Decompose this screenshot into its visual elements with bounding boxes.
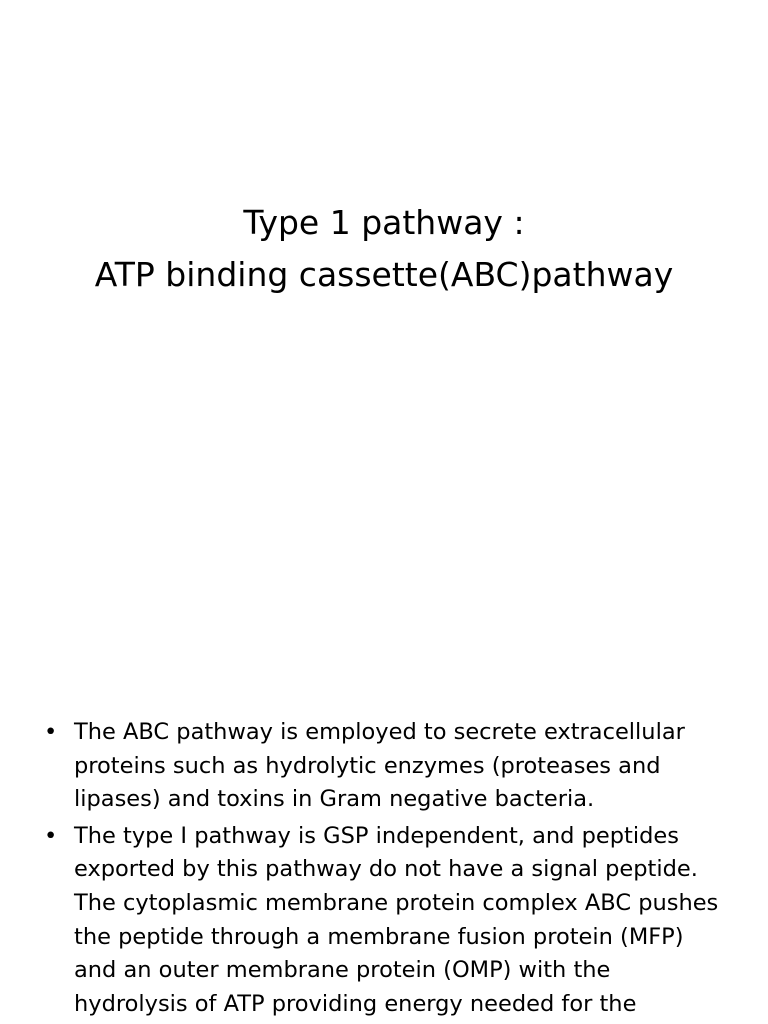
bullet-item-type-i-pathway (44, 820, 744, 1022)
bullet-list (44, 716, 744, 1024)
title-line-1: Type 1 pathway : (243, 203, 525, 242)
bullet-text-line: proteins such as hydrolytic enzymes (proteases and (74, 752, 661, 779)
bullet-marker: • (44, 822, 58, 849)
bullet-item-abc-secretion (44, 716, 744, 817)
bullet-text-line: lipases) and toxins in Gram negative bacteria. (74, 786, 595, 813)
bullet-text-line: exported by this pathway do not have a signal peptide. (74, 856, 698, 883)
slide-title (0, 197, 768, 301)
bullet-text-line: the peptide through a membrane fusion protein (MFP) (74, 923, 684, 950)
bullet-marker: • (44, 719, 58, 745)
bullet-text-line: The ABC pathway is employed to secrete extracellular (74, 719, 685, 745)
bullet-text-line: The type I pathway is GSP independent, and peptides (74, 822, 679, 849)
bullet-text-line: The cytoplasmic membrane protein complex ABC pushes (74, 889, 719, 916)
title-line-2: ATP binding cassette(ABC)pathway (94, 255, 674, 294)
bullet-text-line: hydrolysis of ATP providing energy needed for the (74, 990, 637, 1017)
bullet-text-line: and an outer membrane protein (OMP) with the (74, 957, 611, 984)
